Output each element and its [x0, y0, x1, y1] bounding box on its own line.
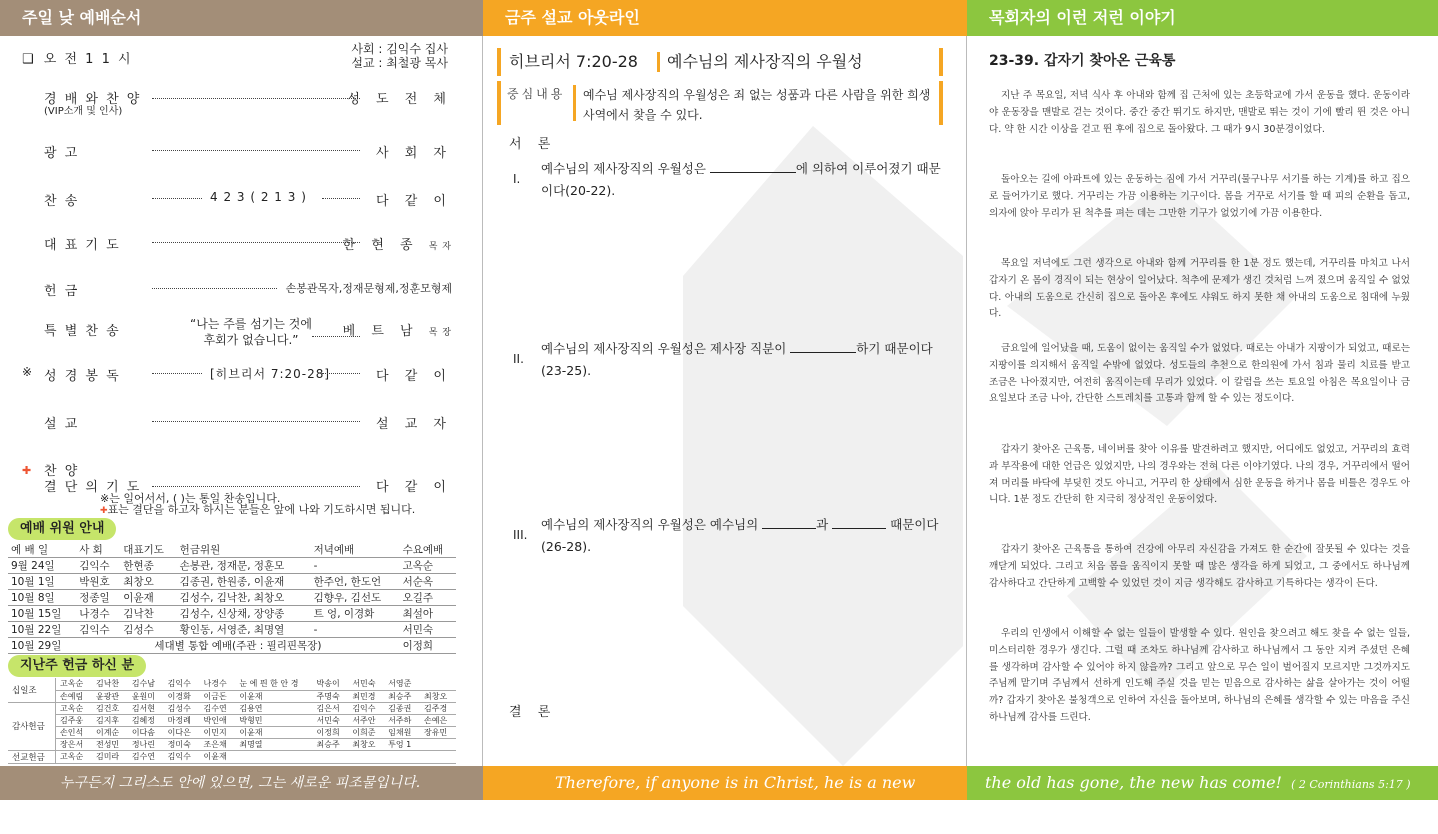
duty-cell: -	[311, 622, 400, 638]
offering-name: 김익수	[164, 678, 200, 690]
offering-name	[384, 750, 420, 763]
fill-blank[interactable]	[762, 515, 816, 529]
service-item-label: 설 교	[44, 417, 80, 432]
fill-blank[interactable]	[790, 339, 856, 353]
header-left: 주일 낮 예배순서	[0, 0, 483, 36]
bible-reference: ( 2 Corinthians 5:17 )	[1291, 778, 1411, 791]
service-item-person: 한 현 종 목 자	[342, 238, 452, 253]
intro-heading: 서 론	[509, 137, 557, 152]
offering-name: 박송이	[312, 678, 348, 690]
duty-cell: 10월 1일	[8, 574, 76, 590]
service-item	[22, 361, 452, 395]
core-label: 중심내용	[507, 87, 566, 101]
point-3: III. 예수님의 제사장직의 우월성은 예수님의 과 때문이다(26-28).	[513, 517, 939, 554]
offering-name: 최승주	[384, 690, 420, 702]
service-item-person: 설 교 자	[376, 417, 452, 432]
duty-cell: 김익수	[76, 558, 120, 574]
point-1: I. 예수님의 제사장직의 우월성은 에 의하여 이루어졌기 때문이다(20-22).	[513, 161, 941, 198]
duty-cell: 10월 15일	[8, 606, 76, 622]
service-item-label: 경 배 와 찬 양	[44, 92, 142, 107]
service-item-label: 대 표 기 도	[44, 238, 121, 253]
offering-name: 정미숙	[164, 738, 200, 750]
duty-cell: -	[311, 558, 400, 574]
service-item-detail: 손봉관목자,정재문형제,정훈모형제	[285, 282, 452, 295]
service-item-label: 광 고	[44, 146, 80, 161]
service-item	[22, 456, 452, 495]
offering-name	[420, 678, 456, 690]
duty-cell: 세대별 통합 예배(주관 : 필리핀목장)	[76, 638, 399, 654]
offering-name: 서주하	[384, 714, 420, 726]
service-item	[22, 276, 452, 310]
cross-icon: ✚	[22, 464, 32, 477]
duty-cell: 한주언, 한도언	[311, 574, 400, 590]
checkbox-icon: ❑	[22, 52, 34, 67]
offering-row	[8, 678, 456, 690]
offering-name: 최창오	[420, 690, 456, 702]
offering-row	[8, 750, 456, 763]
service-item-sublabel: 결 단 의 기 도	[44, 480, 142, 495]
offering-name: 최승주	[312, 738, 348, 750]
service-item-detail: [히브리서 7:20-28]	[210, 367, 331, 381]
sermon-title: 예수님의 제사장직의 우월성	[667, 52, 863, 71]
offering-row	[8, 714, 456, 726]
duty-cell: 이윤재	[120, 590, 176, 606]
service-item	[22, 230, 452, 264]
service-item-detail: “나는 주를 섬기는 것에 후회가 없습니다.”	[190, 317, 312, 347]
story-paragraph-1: 지난 주 목요일, 저녁 식사 후 아내와 함께 집 근처에 있는 초등학교에 가서 운동을 했다. 운동이라야 운동장을 맨발로 걷는 것이다. 중간 중간 뛰기도 하지만, 맨발로 뛰는 것이 기에 빨리 뛴 것은 아니다. 약 한 시간 이상을 걷고 뛴 후에 집으로 돌아왔다. 그 때가 9시 30분경이었다.	[989, 90, 1410, 135]
duty-cell: 서민숙	[400, 622, 456, 638]
offering-name: 이윤재	[200, 750, 236, 763]
offering-name: 김서현	[128, 702, 164, 714]
offering-category: 감사헌금	[8, 702, 56, 750]
offering-name: 김주경	[420, 702, 456, 714]
duty-cell: 김성수, 신상채, 장양종	[177, 606, 311, 622]
offering-name: 김수연	[200, 702, 236, 714]
offering-name: 이민지	[200, 726, 236, 738]
offering-name: 최민경	[348, 690, 384, 702]
offering-name: 서민숙	[348, 678, 384, 690]
offering-name: 장유민	[420, 726, 456, 738]
footer-right: the old has gone, the new has come! ( 2 Corinthians 5:17 )	[967, 766, 1438, 800]
offering-name: 이다은	[164, 726, 200, 738]
offering-name: 최명열	[235, 738, 312, 750]
service-item-label: 찬 양	[44, 464, 80, 479]
duty-title: 예배 위원 안내	[8, 518, 116, 540]
offering-name: 서영준	[384, 678, 420, 690]
offering-name: 이정희	[312, 726, 348, 738]
offering-name: 손예은	[420, 714, 456, 726]
offering-name: 김수남	[128, 678, 164, 690]
offering-name: 김종권	[384, 702, 420, 714]
service-item-person: 다 같 이	[376, 480, 452, 495]
duty-row	[8, 558, 456, 574]
point-2: II. 예수님의 제사장직의 우월성은 제사장 직분이 하기 때문이다(23-25).	[513, 341, 933, 378]
duty-header-row	[8, 542, 456, 558]
offering-name: 김건호	[92, 702, 128, 714]
duty-cell: 김성수, 김낙찬, 최창오	[177, 590, 311, 606]
duty-cell: 박원호	[76, 574, 120, 590]
offering-name: 고옥순	[56, 678, 92, 690]
story-paragraph-3: 목요일 저녁에도 그런 생각으로 아내와 함께 거꾸리를 한 1분 정도 했는데, 거꾸리를 마치고 나서 갑자기 온 몸이 경직이 되는 현상이 일어났다. 척추에 문제가 생긴 것처럼 느껴 졌으며 움직일 수 없었다. 아내의 도움으로 간신히 집으로 돌아온 후에도 샤워도 하지 못한 채 아내의 도움으로 침대에 누웠다.	[989, 258, 1410, 320]
cross-icon: ✚	[100, 506, 108, 516]
duty-cell: 고옥순	[400, 558, 456, 574]
standing-mark-icon: ※	[22, 365, 33, 379]
offering-name: 김수연	[128, 750, 164, 763]
offering-name: 김지후	[92, 714, 128, 726]
duty-cell: 10월 8일	[8, 590, 76, 606]
fill-blank[interactable]	[710, 159, 796, 173]
offering-name: 손예림	[56, 690, 92, 702]
service-item-person: 다 같 이	[376, 194, 452, 209]
duty-header-cell: 저녁예배	[311, 542, 400, 558]
service-note-standing: ※는 일어서서, ( )는 통일 찬송입니다.	[100, 492, 281, 505]
offering-name: 주명숙	[312, 690, 348, 702]
offering-row	[8, 702, 456, 714]
core-message-box	[497, 81, 943, 125]
duty-cell: 이정희	[400, 638, 456, 654]
footer-middle: Therefore, if anyone is in Christ, he is a new creation;	[483, 766, 967, 800]
offering-name: 김익수	[164, 750, 200, 763]
core-text: 예수님 제사장직의 우월성은 죄 없는 성품과 다른 사람을 위한 희생사역에서 찾을 수 있다.	[583, 88, 931, 122]
duty-header-cell: 대표기도	[120, 542, 176, 558]
service-item-person: 사 회 자	[376, 146, 452, 161]
fill-blank[interactable]	[832, 515, 886, 529]
story-paragraph-2: 돌아오는 길에 아파트에 있는 운동하는 짐에 가서 거꾸리(물구나무 서기를 하는 기계)를 하고 집으로 들어가기로 했다. 거꾸리는 가끔 이용하는 기구이다. 몸을 거꾸로 서기를 할 때 피의 순환을 돕고, 의자에 앉아 무리가 된 척추를 펴는 데는 그만한 기구가 없었기에 가끔 이용한다.	[989, 174, 1410, 219]
service-item-label: 찬 송	[44, 194, 80, 209]
offering-name	[348, 750, 384, 763]
story-paragraph-6: 갑자기 찾아온 근육통을 통하여 건강에 아무리 자신감을 가져도 한 순간에 잘못될 수 있다는 것을 깨닫게 되었다. 그리고 처음 몸을 움직이지 못할 때 많은 생각을 하게 되었고, 그 중에서도 하나님께 감사하다고 간단하게 고백할 수 있었던 것이 지금 생각해도 감사하고 기특하다는 생각이 든다.	[989, 544, 1410, 589]
duty-row	[8, 590, 456, 606]
duty-table	[8, 542, 456, 654]
offering-name: 김혜정	[128, 714, 164, 726]
service-note-decision: ✚표는 결단을 하고자 하시는 분들은 앞에 나와 기도하시면 됩니다.	[100, 503, 416, 516]
offering-row	[8, 690, 456, 702]
duty-cell: 서순옥	[400, 574, 456, 590]
duty-cell: 황인동, 서영준, 최명열	[177, 622, 311, 638]
service-item-sublabel: (VIP소개 및 인사)	[44, 106, 123, 117]
offering-category: 선교헌금	[8, 750, 56, 763]
duty-cell: 10월 22일	[8, 622, 76, 638]
service-item-label: 특 별 찬 송	[44, 324, 121, 339]
service-item	[22, 84, 452, 118]
offering-row	[8, 738, 456, 750]
offering-name: 장은서	[56, 738, 92, 750]
offering-name: 정나린	[128, 738, 164, 750]
offering-name: 박형민	[235, 714, 312, 726]
order-of-service	[0, 36, 480, 766]
offering-name: 고옥순	[56, 702, 92, 714]
service-item	[22, 316, 452, 350]
duty-cell: 김향우, 김선도	[311, 590, 400, 606]
offering-table	[8, 678, 456, 764]
offering-name: 김익수	[348, 702, 384, 714]
service-item	[22, 186, 452, 220]
offering-name: 이경화	[164, 690, 200, 702]
story-paragraph-4: 금요일에 일어났을 때, 도움이 없이는 움직일 수가 없었다. 때로는 아내가 지팡이가 되었고, 때로는 지팡이를 의지해서 움직일 수밖에 없었다. 성도들의 추천으로 한의원에 가서 침과 물리 치료를 받고 조금은 나아졌지만, 여전히 움직이는데 무리가 있었다. 이 칼럼을 쓰는 토요일 아침은 목요일이나 금요일보다 조금 나아, 간단한 스트레치를 고통과 함께 할 수 있는 정도이다.	[989, 343, 1410, 405]
duty-cell: 트 엉, 이경화	[311, 606, 400, 622]
duty-cell: 김익수	[76, 622, 120, 638]
duty-row	[8, 638, 456, 654]
offering-name: 이다솜	[128, 726, 164, 738]
sermon-reference: 히브리서 7:20-28	[509, 52, 638, 71]
duty-cell: 김성수	[120, 622, 176, 638]
service-leaders: 사회 : 김익수 집사 설교 : 최철광 목사	[351, 42, 448, 70]
duty-row	[8, 606, 456, 622]
duty-header-cell: 사 회	[76, 542, 120, 558]
service-item-detail: 4 2 3 ( 2 1 3 )	[210, 190, 307, 204]
offering-name: 김미라	[92, 750, 128, 763]
offering-name: 김주웅	[56, 714, 92, 726]
service-item-person: 성 도 전 체	[347, 92, 452, 107]
pastor-column	[967, 36, 1438, 766]
duty-cell: 나경수	[76, 606, 120, 622]
offering-name: 전성민	[92, 738, 128, 750]
offering-name: 김성수	[164, 702, 200, 714]
duty-cell: 10월 29일	[8, 638, 76, 654]
offering-name: 손인석	[56, 726, 92, 738]
duty-cell: 정종일	[76, 590, 120, 606]
duty-cell: 김종권, 한원종, 이윤재	[177, 574, 311, 590]
story-title: 23-39. 갑자기 찾아온 근육통	[989, 53, 1176, 69]
offering-name: 이윤재	[235, 690, 312, 702]
offering-name: 최창오	[348, 738, 384, 750]
offering-row	[8, 726, 456, 738]
duty-cell: 최설아	[400, 606, 456, 622]
duty-row	[8, 574, 456, 590]
service-item-person: 베 트 남 목 장	[342, 324, 452, 339]
sermon-title-box	[497, 48, 943, 76]
offering-name: 임채원	[384, 726, 420, 738]
offering-name: 김은서	[312, 702, 348, 714]
duty-cell: 김낙찬	[120, 606, 176, 622]
service-item-label: 성 경 봉 독	[44, 369, 121, 384]
story-paragraph-7: 우리의 인생에서 이해할 수 없는 일들이 발생할 수 있다. 원인을 찾으려고 해도 찾을 수 없는 일들, 미스터리한 경우가 생긴다. 그럴 때 조차도 하나님께 감사하고 하나님께서 그 동안 지켜 주셨던 은혜를 생각하며 감사할 수 있어야 하지 않을까? 그리고 앞으로 무슨 일이 벌어질지 모르지만 그것까지도 주님께 맡기며 주님께서 선하게 인도해 주실 것을 믿는 믿음으로 감사하는 삶을 살아가는 것이 어떨까? 갑자기 찾아온 불청객으로 인하여 자신을 돌아보며, 하나님의 은혜를 생각할 수 있는 마음을 주신 하나님께 감사를 드린다.	[989, 628, 1410, 723]
watermark-shape	[683, 126, 963, 766]
duty-cell: 한현종	[120, 558, 176, 574]
offering-name: 서민숙	[312, 714, 348, 726]
service-item-person: 다 같 이	[376, 369, 452, 384]
duty-cell: 9월 24일	[8, 558, 76, 574]
duty-header-cell: 헌금위원	[177, 542, 311, 558]
header-right: 목회자의 이런 저런 이야기	[967, 0, 1438, 36]
offering-name: 이금돈	[200, 690, 236, 702]
offering-name	[312, 750, 348, 763]
story-paragraph-5: 갑자기 찾아온 근육통, 네이버를 찾아 이유를 발견하려고 했지만, 어디에도 없었고, 거꾸리의 효력과 부작용에 대한 언급은 있었지만, 나의 경우와는 전혀 다른 이야기였다. 나의 경우, 거꾸리에서 떨어져 머리를 바닥에 부딪힌 것도 아니고, 거꾸리 한 상태에서 심한 운동을 하거나 몸을 비틀은 경우도 아니다. 1분 정도 간단히 한 지극히 정상적인 운동이었다.	[989, 444, 1410, 506]
offering-title: 지난주 헌금 하신 분	[8, 655, 146, 677]
service-item	[22, 409, 452, 443]
offering-name: 나경수	[200, 678, 236, 690]
offering-name	[235, 750, 312, 763]
offering-name: 윤원미	[128, 690, 164, 702]
offering-name: 고옥순	[56, 750, 92, 763]
offering-name: 이계순	[92, 726, 128, 738]
service-item	[22, 138, 452, 172]
offering-name: 윤광관	[92, 690, 128, 702]
offering-name	[420, 750, 456, 763]
offering-name: 눈 에 띈 한 안 경	[235, 678, 312, 690]
conclusion-heading: 결 론	[509, 705, 557, 720]
offering-name: 조은채	[200, 738, 236, 750]
offering-name: 이희준	[348, 726, 384, 738]
offering-name: 서주안	[348, 714, 384, 726]
offering-category: 십일조	[8, 678, 56, 702]
offering-name: 투엉 1	[384, 738, 420, 750]
header-middle: 금주 설교 아웃라인	[483, 0, 967, 36]
duty-cell: 오길주	[400, 590, 456, 606]
duty-cell: 최창오	[120, 574, 176, 590]
duty-cell: 손봉관, 정재문, 정훈모	[177, 558, 311, 574]
footer-left: 누구든지 그리스도 안에 있으면, 그는 새로운 피조물입니다.	[0, 766, 483, 800]
offering-name: 김용연	[235, 702, 312, 714]
service-item-label: 헌 금	[44, 284, 80, 299]
duty-header-cell: 예 배 일	[8, 542, 76, 558]
offering-name: 김낙찬	[92, 678, 128, 690]
offering-name	[420, 738, 456, 750]
service-time: ❑ 오 전 1 1 시	[22, 52, 133, 67]
offering-name: 박인애	[200, 714, 236, 726]
duty-row	[8, 622, 456, 638]
sermon-outline	[483, 36, 966, 766]
duty-header-cell: 수요예배	[400, 542, 456, 558]
offering-name: 이윤재	[235, 726, 312, 738]
offering-name: 마정례	[164, 714, 200, 726]
